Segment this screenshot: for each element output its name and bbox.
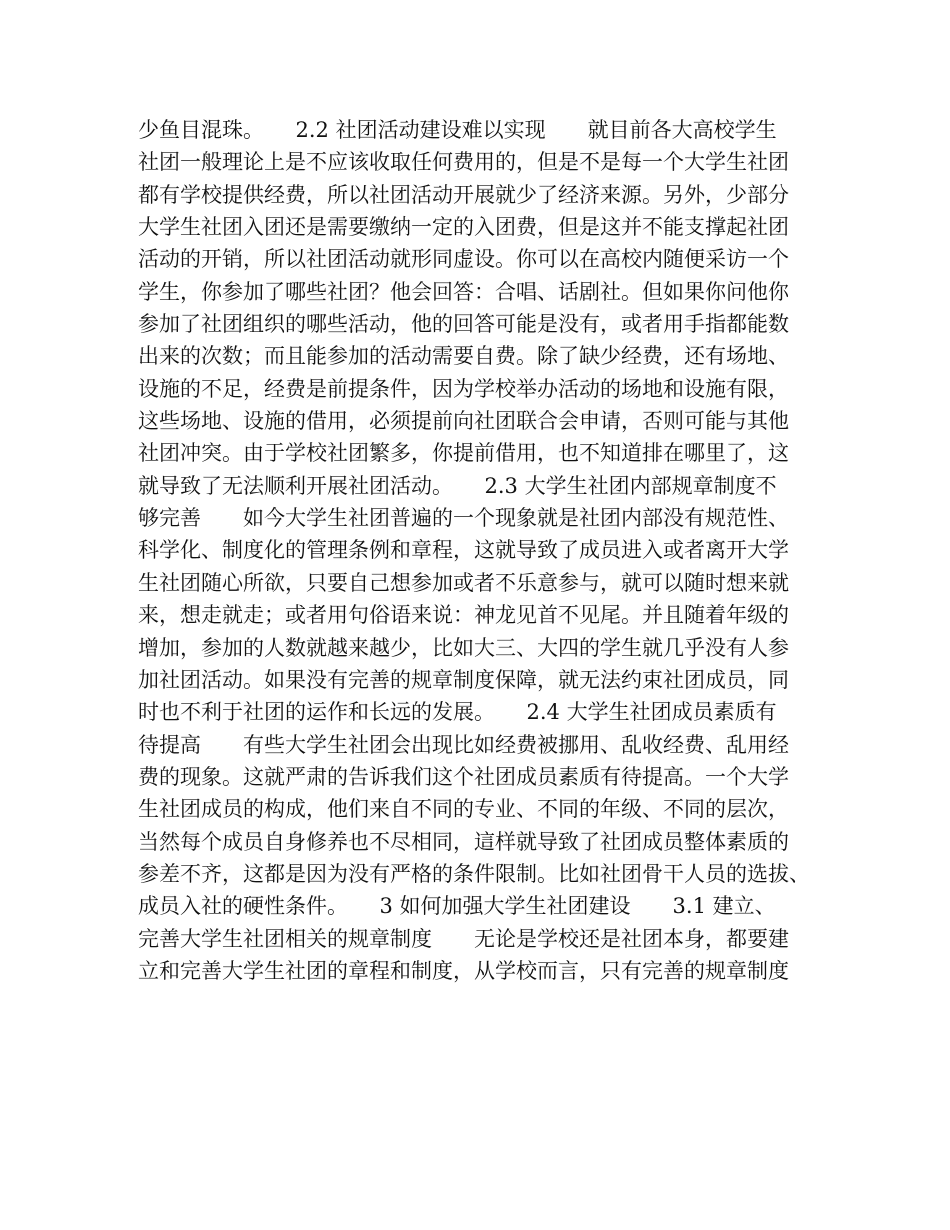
text-line: 少鱼目混珠。 2.2 社团活动建设难以实现 就目前各大高校学生 (138, 118, 777, 142)
text-line: 都有学校提供经费，所以社团活动开展就少了经济来源。另外，少部分 (138, 182, 789, 207)
text-line: 这些场地、设施的借用，必须提前向社团联合会申请，否则可能与其他 (138, 409, 789, 434)
text-line: 科学化、制度化的管理条例和章程，这就导致了成员进入或者离开大学 (138, 538, 789, 563)
body-text (138, 114, 828, 987)
text-line: 出来的次数；而且能参加的活动需要自费。除了缺少经费，还有场地、 (138, 344, 789, 369)
text-line: 够完善 如今大学生社团普遍的一个现象就是社团内部没有规范性、 (138, 506, 789, 531)
text-line: 生社团成员的构成，他们来自不同的专业、不同的年级、不同的层次， (138, 797, 789, 822)
text-line: 大学生社团入团还是需要缴纳一定的入团费，但是这并不能支撑起社团 (138, 215, 789, 240)
text-line: 参差不齐，这都是因为没有严格的条件限制。比如社团骨干人员的选拔、 (138, 861, 810, 886)
text-line: 费的现象。这就严肃的告诉我们这个社团成员素质有待提高。一个大学 (138, 764, 789, 789)
text-line: 社团一般理论上是不应该收取任何费用的，但是不是每一个大学生社团 (138, 150, 789, 175)
text-line: 增加，参加的人数就越来越少，比如大三、大四的学生就几乎没有人参 (138, 635, 789, 660)
text-line: 社团冲突。由于学校社团繁多，你提前借用，也不知道排在哪里了，这 (138, 441, 789, 466)
text-line: 设施的不足，经费是前提条件，因为学校举办活动的场地和设施有限， (138, 376, 789, 401)
text-line: 时也不利于社团的运作和长远的发展。 2.4 大学生社团成员素质有 (138, 700, 777, 725)
text-line: 活动的开销，所以社团活动就形同虚设。你可以在高校内随便采访一个 (138, 247, 789, 272)
text-line: 学生，你参加了哪些社团？他会回答：合唱、话剧社。但如果你问他你 (138, 279, 789, 304)
text-line: 立和完善大学生社团的章程和制度，从学校而言，只有完善的规章制度 (138, 958, 789, 983)
text-line: 加社团活动。如果没有完善的规章制度保障，就无法约束社团成员，同 (138, 667, 789, 692)
text-line: 完善大学生社团相关的规章制度 无论是学校还是社团本身，都要建 (138, 926, 789, 951)
text-line: 成员入社的硬性条件。 3 如何加强大学生社团建设 3.1 建立、 (138, 894, 776, 919)
text-line: 就导致了无法顺利开展社团活动。 2.3 大学生社团内部规章制度不 (138, 473, 777, 498)
text-line: 参加了社团组织的哪些活动，他的回答可能是没有，或者用手指都能数 (138, 312, 789, 337)
text-line: 当然每个成员自身修养也不尽相同，這样就导致了社团成员整体素质的 (138, 829, 789, 854)
text-line: 生社团随心所欲，只要自己想参加或者不乐意参与，就可以随时想来就 (138, 570, 789, 595)
text-line: 待提高 有些大学生社团会出现比如经费被挪用、乱收经费、乱用经 (138, 732, 789, 757)
text-line: 来，想走就走；或者用句俗语来说：神龙见首不见尾。并且随着年级的 (138, 603, 789, 628)
